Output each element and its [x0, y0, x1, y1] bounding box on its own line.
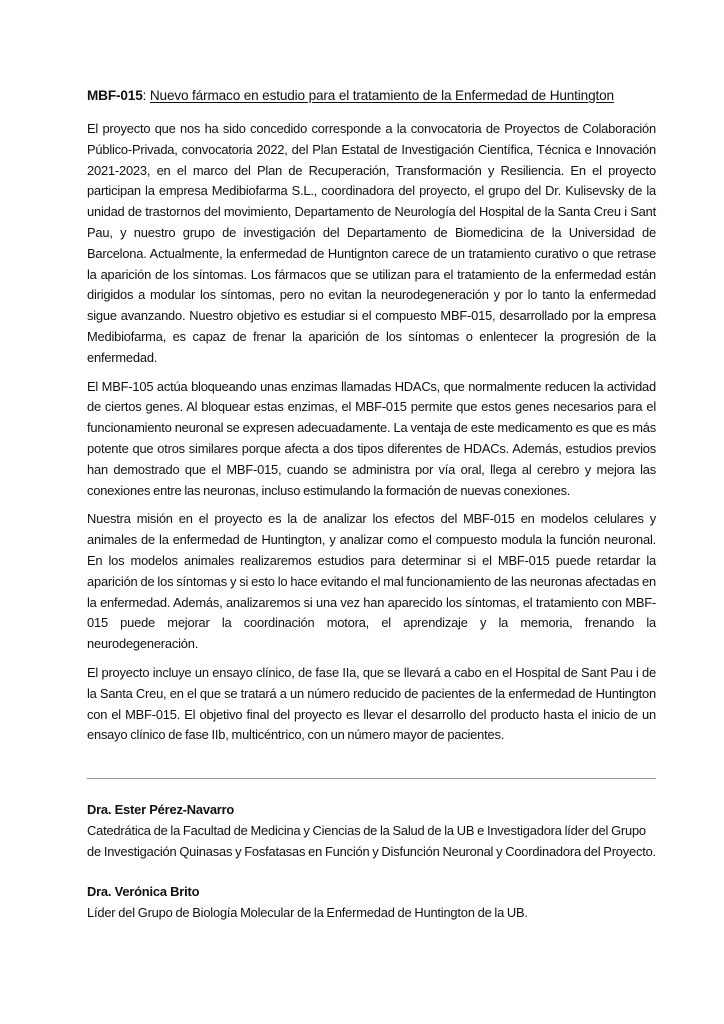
document-body — [87, 86, 656, 754]
title-code: MBF-015 — [87, 88, 143, 103]
paragraph-project-overview: El proyecto que nos ha sido concedido corresponde a la convocatoria de Proyectos de Colaboración Público-Privada, convocatoria 2022, del Plan Estatal de Investigación Científica, Técnica e Innovación 2021-2023, en el marco del Plan de Recuperación, Transformación y Resiliencia. En el proyecto participan la empresa Medibiofarma S.L., coordinadora del proyecto, el grupo del Dr. Kulisevsky de la unidad de trastornos del movimiento, Departamento de Neurología del Hospital de la Santa Creu i Sant Pau, y nuestro grupo de investigación del Departamento de Biomedicina de la Universidad de Barcelona. Actualmente, la enfermedad de Huntignton carece de un tratamiento curativo o que retrase la aparición de los síntomas. Los fármacos que se utilizan para el tratamiento de la enfermedad están dirigidos a modular los síntomas, pero no evitan la neurodegeneración y por lo tanto la enfermedad sigue avanzando. Nuestro objetivo es estudiar si el compuesto MBF-015, desarrollado por la empresa Medibiofarma, es capaz de frenar la aparición de los síntomas o enlentecer la progresión de la enfermedad. — [87, 121, 656, 365]
author-role: Catedrática de la Facultad de Medicina y Ciencias de la Salud de la UB e Investigadora líder del Grupo de Investigación Quinasas y Fosfatasas en Función y Disfunción Neuronal y Coordinadora del Proyecto. — [87, 822, 656, 859]
authors-section — [87, 800, 656, 944]
paragraph-clinical-trial: El proyecto incluye un ensayo clínico, de fase IIa, que se llevará a cabo en el Hospital de Sant Pau i de la Santa Creu, en el que se tratará a un número reducido de pacientes de la enfermedad de Huntington con el MBF-015. El objetivo final del proyecto es llevar el desarrollo del producto hasta el inicio de un ensayo clínico de fase IIb, multicéntrico, con un número mayor de pacientes. — [87, 664, 656, 743]
section-divider — [87, 778, 656, 779]
author-entry — [87, 800, 656, 862]
author-name: Dra. Ester Pérez-Navarro — [87, 802, 235, 817]
paragraph-mechanism: El MBF-105 actúa bloqueando unas enzimas llamadas HDACs, que normalmente reducen la actividad de ciertos genes. Al bloquear estas enzimas, el MBF-015 permite que estos genes necesarios para el funcionamiento neuronal se expresen adecuadamente. La ventaja de este medicamento es que es más potente que otros similares porque afecta a dos tipos diferentes de HDACs. Además, estudios previos han demostrado que el MBF-015, cuando se administra por vía oral, llega al cerebro y mejora las conexiones entre las neuronas, incluso estimulando la formación de nuevas conexiones. — [87, 378, 656, 498]
title-subtitle: Nuevo fármaco en estudio para el tratamiento de la Enfermedad de Huntington — [149, 88, 614, 103]
document-title — [87, 86, 656, 106]
author-entry — [87, 882, 656, 924]
title-separator: : — [142, 88, 150, 103]
author-name: Dra. Verónica Brito — [87, 884, 200, 900]
author-role: Líder del Grupo de Biología Molecular de la Enfermedad de Huntington de la UB. — [87, 905, 528, 921]
paragraph-mission: Nuestra misión en el proyecto es la de analizar los efectos del MBF-015 en modelos celulares y animales de la enfermedad de Huntington, y analizar como el compuesto modula la función neuronal. En los modelos animales realizaremos estudios para determinar si el MBF-015 puede retardar la aparición de los síntomas y si esto lo hace evitando el mal funcionamiento de las neuronas afectadas en la enfermedad. Además, analizaremos si una vez han aparecido los síntomas, el tratamiento con MBF-015 puede mejorar la coordinación motora, el aprendizaje y la memoria, frenando la neurodegeneración. — [87, 511, 656, 652]
